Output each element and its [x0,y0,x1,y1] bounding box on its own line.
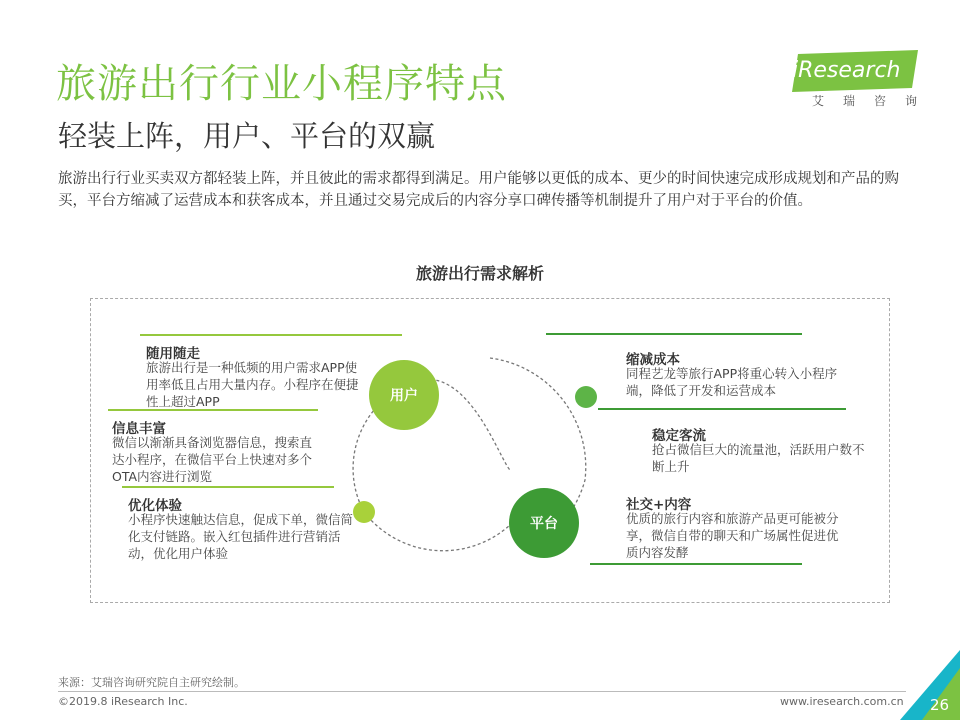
diagram-title: 旅游出行需求解析 [415,264,544,283]
left-item-1-line [140,334,402,336]
logo-brand-text: iResearch [792,58,901,83]
right-item-3-line [590,563,802,565]
footer-divider [58,691,906,692]
page-title: 旅游出行行业小程序特点 [56,61,507,107]
left-item-3-line [122,486,334,488]
right-item-2-desc: 抢占微信巨大的流量池，活跃用户数不断上升 [652,442,865,474]
right-item-3-desc: 优质的旅行内容和旅游产品更可能被分享，微信自带的聊天和广场属性促进优质内容发酵 [626,511,839,560]
s-curve-left-arc [364,512,510,551]
left-item-3-title: 优化体验 [128,498,182,514]
left-item-2-line [108,409,318,411]
left-item-2-title: 信息丰富 [112,421,166,437]
dot-right-upper [575,386,597,408]
right-item-1-line [546,333,802,335]
left-item-1-desc: 旅游出行是一种低频的用户需求APP使用率低且占用大量内存。小程序在便捷性上超过APP [146,360,359,409]
page-subtitle: 轻装上阵，用户、平台的双赢 [58,119,436,153]
intro-paragraph: 旅游出行行业买卖双方都轻装上阵，并且彼此的需求都得到满足。用户能够以更低的成本、更少的时间快速完成形成规划和产品的购买，平台方缩减了运营成本和获客成本，并且通过交易完成后的内容分享口碑传播等机制提升了用户对于平台的价值。 [58,171,899,209]
website-link[interactable]: www.iresearch.com.cn [780,695,904,708]
logo-cn-text: 艾瑞咨询 [812,94,937,108]
page-number: 26 [930,696,950,714]
right-item-1-title: 缩减成本 [626,352,680,368]
right-item-2-title: 稳定客流 [652,428,706,444]
left-item-2-desc: 微信以渐渐具备浏览器信息，搜索直达小程序，在微信平台上快速对多个OTA内容进行浏览 [112,435,313,484]
copyright-text: ©2019.8 iResearch Inc. [58,695,188,708]
platform-circle-label: 平台 [530,516,558,532]
right-item-1-desc: 同程艺龙等旅行APP将重心转入小程序端，降低了开发和运营成本 [626,366,838,398]
user-circle-label: 用户 [390,388,418,404]
left-item-3-desc: 小程序快速触达信息，促成下单，微信简化支付链路。嵌入红包插件进行营销活动，优化用户体验 [128,512,354,561]
source-note: 来源：艾瑞咨询研究院自主研究绘制。 [58,676,245,689]
right-item-3-title: 社交+内容 [626,497,692,513]
left-item-1-title: 随用随走 [146,346,200,362]
right-item-2-line [598,408,846,410]
